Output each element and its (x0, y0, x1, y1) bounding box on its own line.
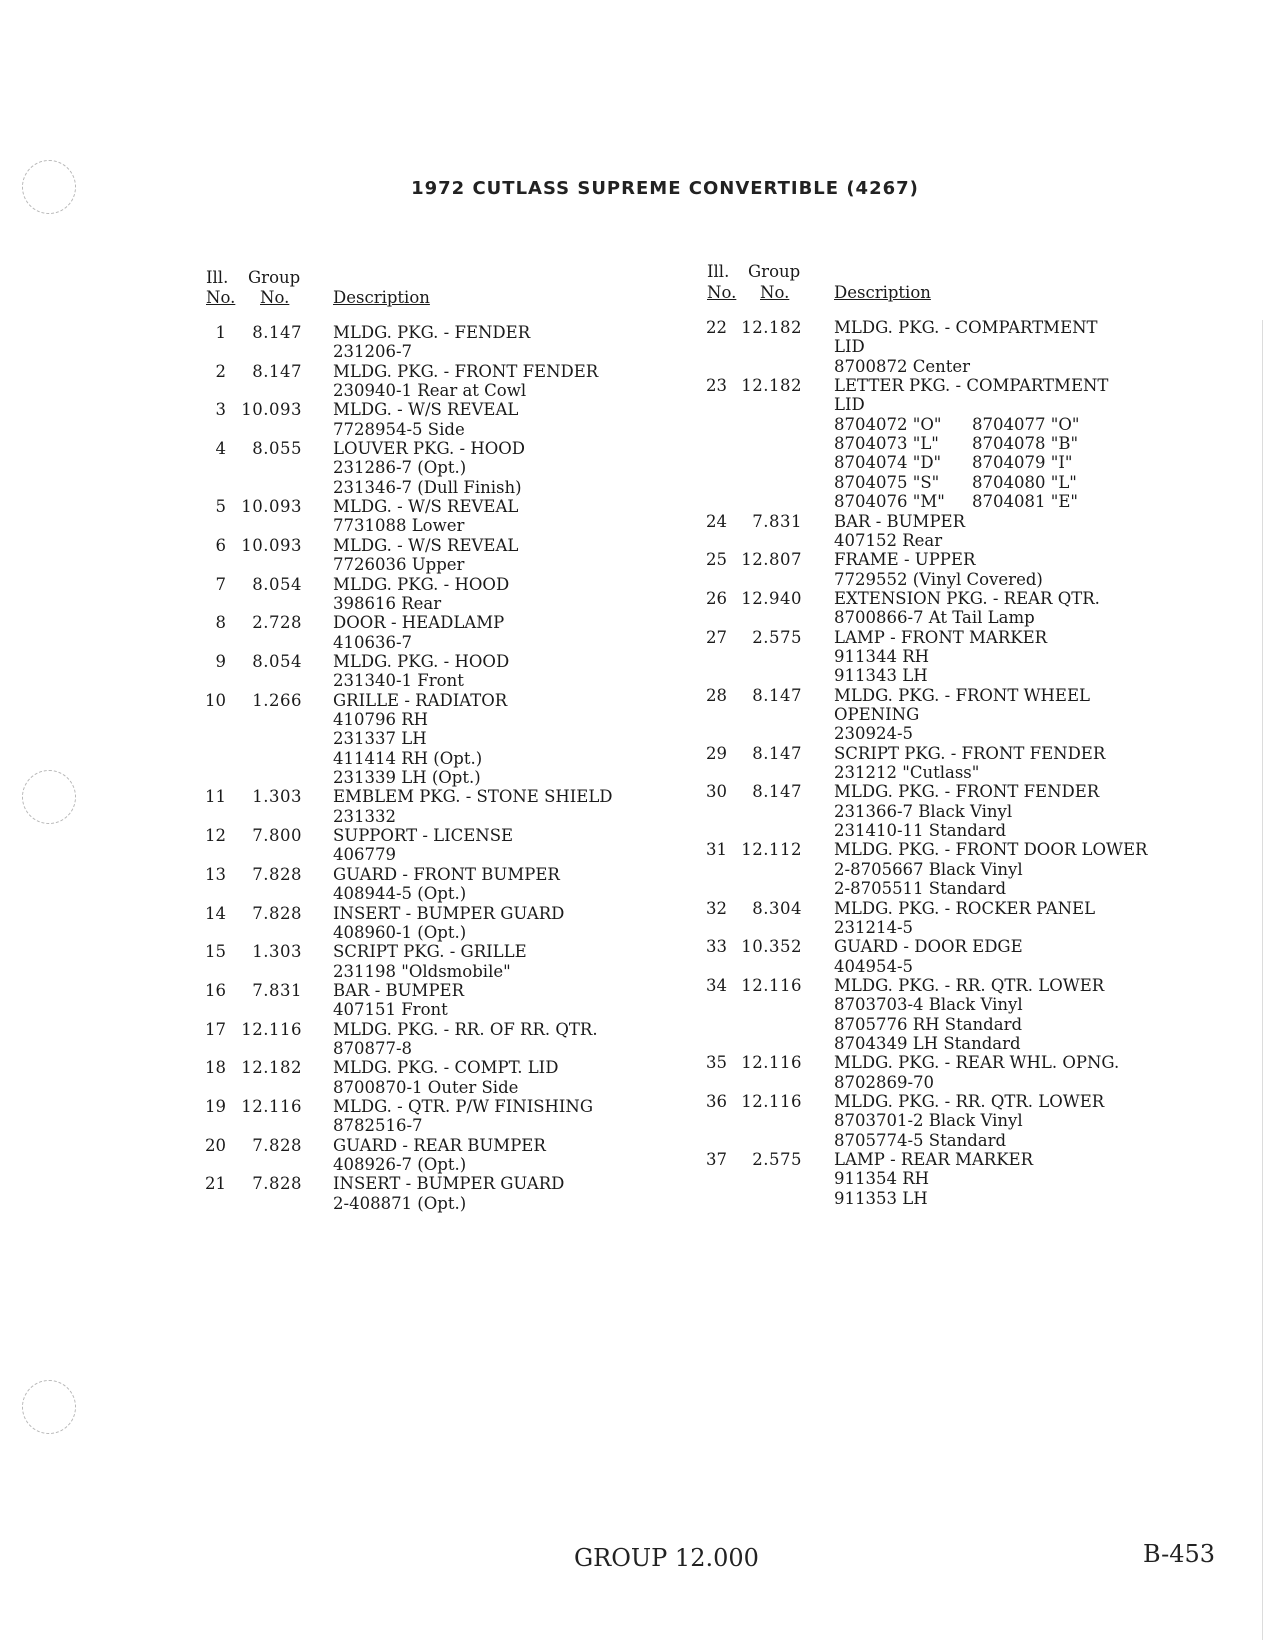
ill-number: 20 (205, 1135, 226, 1155)
part-number-line: 911353 LH (834, 1188, 928, 1208)
part-number-line: 8700866-7 At Tail Lamp (834, 608, 1035, 628)
group-number: 8.147 (752, 782, 802, 802)
ill-number: 30 (706, 782, 727, 802)
part-description (333, 362, 598, 401)
part-number-line: 231212 "Cutlass" (834, 763, 980, 783)
part-name: MLDG. - W/S REVEAL (333, 497, 519, 517)
letter-part: 8704076 "M" (834, 492, 945, 512)
part-name: BAR - BUMPER (834, 511, 966, 531)
part-number-line: 407151 Front (333, 1000, 448, 1020)
part-description (333, 904, 564, 943)
letter-part: 8704072 "O" (834, 414, 942, 434)
part-name: EMBLEM PKG. - STONE SHIELD (333, 787, 613, 807)
part-name: SCRIPT PKG. - FRONT FENDER (834, 743, 1106, 763)
group-number: 12.182 (741, 318, 802, 337)
ill-number: 34 (706, 975, 727, 995)
group-number: 12.116 (241, 1097, 302, 1116)
part-description (333, 826, 513, 865)
ill-number: 21 (205, 1174, 226, 1194)
part-number-line: 7726036 Upper (333, 555, 465, 575)
ill-number: 14 (205, 903, 226, 923)
part-number-line: 408960-1 (Opt.) (333, 922, 467, 942)
group-number: 7.828 (252, 903, 302, 923)
part-name: MLDG. PKG. - COMPARTMENT (834, 318, 1098, 337)
part-description (333, 1136, 546, 1175)
letter-pair-line (834, 473, 1108, 492)
part-number-line: 911354 RH (834, 1169, 930, 1189)
ill-number: 18 (205, 1058, 226, 1078)
part-description (834, 376, 1108, 511)
group-number: 12.940 (741, 588, 802, 608)
part-name: MLDG. PKG. - FRONT FENDER (333, 361, 599, 381)
punch-hole-middle (22, 770, 76, 824)
part-description (834, 686, 1090, 744)
ill-number: 5 (215, 497, 226, 517)
part-name: MLDG. PKG. - REAR WHL. OPNG. (834, 1053, 1120, 1073)
header-description-label: Description (834, 283, 931, 302)
group-number: 10.093 (241, 497, 302, 517)
group-number: 12.116 (741, 975, 802, 995)
part-description (333, 691, 507, 788)
ill-number: 37 (706, 1150, 727, 1170)
part-number-line: 231339 LH (Opt.) (333, 768, 481, 788)
group-number: 7.828 (252, 1135, 302, 1155)
part-number-line: 8705776 RH Standard (834, 1014, 1023, 1034)
group-number: 8.054 (252, 574, 302, 594)
part-name: BAR - BUMPER (333, 980, 465, 1000)
part-number-line: LID (834, 395, 865, 415)
letter-pair-line (834, 492, 1108, 511)
part-number-line: 231286-7 (Opt.) (333, 458, 467, 478)
ill-number: 11 (205, 787, 226, 807)
group-number: 12.807 (741, 550, 802, 570)
part-name: INSERT - BUMPER GUARD (333, 1174, 565, 1194)
part-description (333, 536, 518, 575)
letter-part: 8704080 "L" (972, 472, 1077, 492)
letter-part: 8704081 "E" (972, 492, 1078, 512)
part-description (333, 439, 525, 497)
part-name: EXTENSION PKG. - REAR QTR. (834, 588, 1100, 608)
part-number-line: 411414 RH (Opt.) (333, 748, 483, 768)
part-number-line: OPENING (834, 704, 920, 724)
group-number: 12.116 (241, 1019, 302, 1039)
part-description (834, 744, 1105, 783)
footer-group-label: GROUP 12.000 (574, 1544, 759, 1572)
part-name: LAMP - REAR MARKER (834, 1150, 1034, 1170)
part-description (834, 937, 1023, 976)
header-ill-label: Ill. (206, 268, 229, 287)
part-name: MLDG. PKG. - RR. QTR. LOWER (834, 975, 1105, 995)
group-number: 8.304 (752, 898, 802, 918)
part-name: LETTER PKG. - COMPARTMENT (834, 376, 1109, 396)
part-number-line: 404954-5 (834, 956, 914, 976)
part-description (834, 782, 1099, 840)
part-description (333, 497, 518, 536)
page-number: B-453 (1143, 1540, 1215, 1568)
ill-number: 15 (205, 942, 226, 962)
group-number: 10.093 (241, 400, 302, 420)
group-number: 8.147 (752, 685, 802, 705)
ill-number: 3 (215, 400, 226, 420)
part-number-line: 398616 Rear (333, 593, 442, 613)
group-number: 7.800 (252, 826, 302, 846)
part-number-line: 406779 (333, 845, 396, 865)
ill-number: 8 (215, 613, 226, 633)
letter-pair-line (834, 434, 1108, 453)
part-name: MLDG. PKG. - HOOD (333, 574, 510, 594)
ill-number: 33 (706, 937, 727, 957)
part-name: MLDG. PKG. - FRONT FENDER (834, 782, 1100, 802)
ill-number: 27 (706, 627, 727, 647)
part-number-line: 7728954-5 Side (333, 419, 465, 439)
part-number-line: 7729552 (Vinyl Covered) (834, 569, 1043, 589)
group-number: 7.831 (752, 511, 802, 531)
ill-number: 23 (706, 376, 727, 396)
part-name: GUARD - REAR BUMPER (333, 1135, 546, 1155)
ill-number: 32 (706, 898, 727, 918)
part-number-line: 911344 RH (834, 646, 930, 666)
group-number: 10.352 (741, 937, 802, 957)
part-name: MLDG. PKG. - HOOD (333, 651, 510, 671)
ill-number: 1 (215, 323, 226, 342)
part-description (834, 512, 965, 551)
part-name: LOUVER PKG. - HOOD (333, 439, 526, 459)
part-description (333, 981, 464, 1020)
part-description (834, 1053, 1119, 1092)
header-group-label: Group (248, 268, 301, 287)
ill-number: 28 (706, 685, 727, 705)
ill-number: 25 (706, 550, 727, 570)
ill-number: 35 (706, 1053, 727, 1073)
part-description (333, 613, 504, 652)
header-ill-no-label: No. (707, 283, 737, 302)
part-name: MLDG. PKG. - COMPT. LID (333, 1058, 559, 1078)
part-number-line: 7731088 Lower (333, 516, 465, 536)
part-name: SUPPORT - LICENSE (333, 826, 514, 846)
part-number-line: 410636-7 (333, 632, 413, 652)
part-name: MLDG. PKG. - FRONT WHEEL (834, 685, 1090, 705)
part-number-line: 2-8705511 Standard (834, 879, 1007, 899)
letter-part: 8704078 "B" (972, 434, 1079, 454)
part-number-line: 410796 RH (333, 709, 429, 729)
ill-number: 17 (205, 1019, 226, 1039)
part-description (834, 628, 1047, 686)
part-number-line: 2-408871 (Opt.) (333, 1193, 467, 1213)
group-number: 12.182 (741, 376, 802, 396)
part-description (333, 1058, 558, 1097)
part-name: LAMP - FRONT MARKER (834, 627, 1048, 647)
part-description (333, 865, 560, 904)
part-number-line: 231410-11 Standard (834, 821, 1007, 841)
ill-number: 4 (215, 439, 226, 459)
letter-part: 8704075 "S" (834, 472, 940, 492)
ill-number: 9 (215, 651, 226, 671)
part-number-line: 8782516-7 (333, 1116, 423, 1136)
page-edge-line (1262, 320, 1263, 1640)
part-name: GUARD - DOOR EDGE (834, 937, 1023, 957)
group-number: 12.116 (741, 1053, 802, 1073)
ill-number: 2 (215, 361, 226, 381)
group-number: 2.575 (752, 1150, 802, 1170)
group-number: 7.828 (252, 1174, 302, 1194)
group-number: 1.303 (252, 787, 302, 807)
part-number-line: 8703701-2 Black Vinyl (834, 1111, 1023, 1131)
ill-number: 29 (706, 743, 727, 763)
group-number: 7.831 (252, 980, 302, 1000)
ill-number: 24 (706, 511, 727, 531)
part-description (834, 1092, 1104, 1150)
part-name: DOOR - HEADLAMP (333, 613, 505, 633)
part-name: MLDG. - W/S REVEAL (333, 535, 519, 555)
part-name: MLDG. PKG. - FRONT DOOR LOWER (834, 840, 1148, 860)
part-number-line: 870877-8 (333, 1038, 413, 1058)
part-number-line: LID (834, 337, 865, 357)
part-name: GRILLE - RADIATOR (333, 690, 508, 710)
part-description (333, 652, 509, 691)
header-group-no-label: No. (260, 288, 290, 307)
page-title: 1972 CUTLASS SUPREME CONVERTIBLE (4267) (411, 178, 919, 199)
ill-number: 12 (205, 826, 226, 846)
part-description (834, 318, 1098, 376)
part-name: FRAME - UPPER (834, 550, 976, 570)
part-number-line: 911343 LH (834, 666, 928, 686)
part-description (834, 589, 1100, 628)
part-number-line: 231346-7 (Dull Finish) (333, 477, 522, 497)
part-description (333, 323, 530, 362)
group-number: 8.055 (252, 439, 302, 459)
part-number-line: 231206-7 (333, 342, 413, 362)
part-description (834, 899, 1095, 938)
part-name: MLDG. PKG. - RR. OF RR. QTR. (333, 1019, 598, 1039)
header-description-label: Description (333, 288, 430, 307)
part-number-line: 231198 "Oldsmobile" (333, 961, 511, 981)
part-number-line: 8704349 LH Standard (834, 1033, 1021, 1053)
part-number-line: 8703703-4 Black Vinyl (834, 995, 1023, 1015)
part-description (333, 1020, 598, 1059)
letter-pair-line (834, 453, 1108, 472)
part-name: MLDG. - W/S REVEAL (333, 400, 519, 420)
part-description (333, 1174, 564, 1213)
group-number: 2.575 (752, 627, 802, 647)
group-number: 8.147 (252, 323, 302, 342)
part-number-line: 231214-5 (834, 917, 914, 937)
group-number: 7.828 (252, 864, 302, 884)
part-name: MLDG. - QTR. P/W FINISHING (333, 1097, 594, 1116)
part-description (333, 1097, 593, 1136)
letter-part: 8704074 "D" (834, 453, 942, 473)
ill-number: 10 (205, 690, 226, 710)
group-number: 12.112 (741, 840, 802, 860)
letter-part: 8704073 "L" (834, 434, 939, 454)
part-description (333, 787, 613, 826)
part-name: MLDG. PKG. - RR. QTR. LOWER (834, 1092, 1105, 1111)
part-number-line: 231337 LH (333, 729, 427, 749)
group-number: 12.182 (241, 1058, 302, 1078)
ill-number: 6 (215, 535, 226, 555)
letter-part: 8704077 "O" (972, 414, 1080, 434)
part-description (834, 976, 1104, 1053)
part-number-line: 408926-7 (Opt.) (333, 1155, 467, 1175)
group-number: 1.303 (252, 942, 302, 962)
group-number: 12.116 (741, 1092, 802, 1111)
part-description (834, 550, 1043, 589)
group-number: 8.147 (252, 361, 302, 381)
ill-number: 36 (706, 1092, 727, 1111)
group-number: 8.054 (252, 651, 302, 671)
part-number-line: 408944-5 (Opt.) (333, 884, 467, 904)
part-description (333, 575, 509, 614)
ill-number: 19 (205, 1097, 226, 1116)
part-description (834, 840, 1147, 898)
part-description (834, 1150, 1033, 1208)
letter-pair-line (834, 415, 1108, 434)
header-group-label: Group (748, 262, 801, 281)
part-name: MLDG. PKG. - FENDER (333, 323, 531, 342)
part-number-line: 8700872 Center (834, 356, 971, 376)
header-group-no-label: No. (760, 283, 790, 302)
ill-number: 7 (215, 574, 226, 594)
group-number: 2.728 (252, 613, 302, 633)
header-ill-label: Ill. (707, 262, 730, 281)
group-number: 10.093 (241, 535, 302, 555)
part-number-line: 8700870-1 Outer Side (333, 1077, 519, 1097)
ill-number: 31 (706, 840, 727, 860)
ill-number: 16 (205, 980, 226, 1000)
header-ill-no-label: No. (206, 288, 236, 307)
ill-number: 13 (205, 864, 226, 884)
part-description (333, 942, 527, 981)
letter-part: 8704079 "I" (972, 453, 1073, 473)
part-number-line: 230940-1 Rear at Cowl (333, 381, 527, 401)
part-name: GUARD - FRONT BUMPER (333, 864, 560, 884)
ill-number: 26 (706, 588, 727, 608)
punch-hole-bottom (22, 1380, 76, 1434)
part-name: SCRIPT PKG. - GRILLE (333, 942, 527, 962)
part-name: INSERT - BUMPER GUARD (333, 903, 565, 923)
part-number-line: 231366-7 Black Vinyl (834, 801, 1013, 821)
part-name: MLDG. PKG. - ROCKER PANEL (834, 898, 1096, 918)
group-number: 1.266 (252, 690, 302, 710)
part-number-line: 8705774-5 Standard (834, 1130, 1007, 1150)
part-number-line: 2-8705667 Black Vinyl (834, 859, 1023, 879)
group-number: 8.147 (752, 743, 802, 763)
part-number-line: 231340-1 Front (333, 671, 464, 691)
part-number-line: 8702869-70 (834, 1072, 935, 1092)
part-description (333, 400, 518, 439)
ill-number: 22 (706, 318, 727, 337)
part-number-line: 230924-5 (834, 724, 914, 744)
part-number-line: 231332 (333, 806, 396, 826)
part-number-line: 407152 Rear (834, 530, 943, 550)
